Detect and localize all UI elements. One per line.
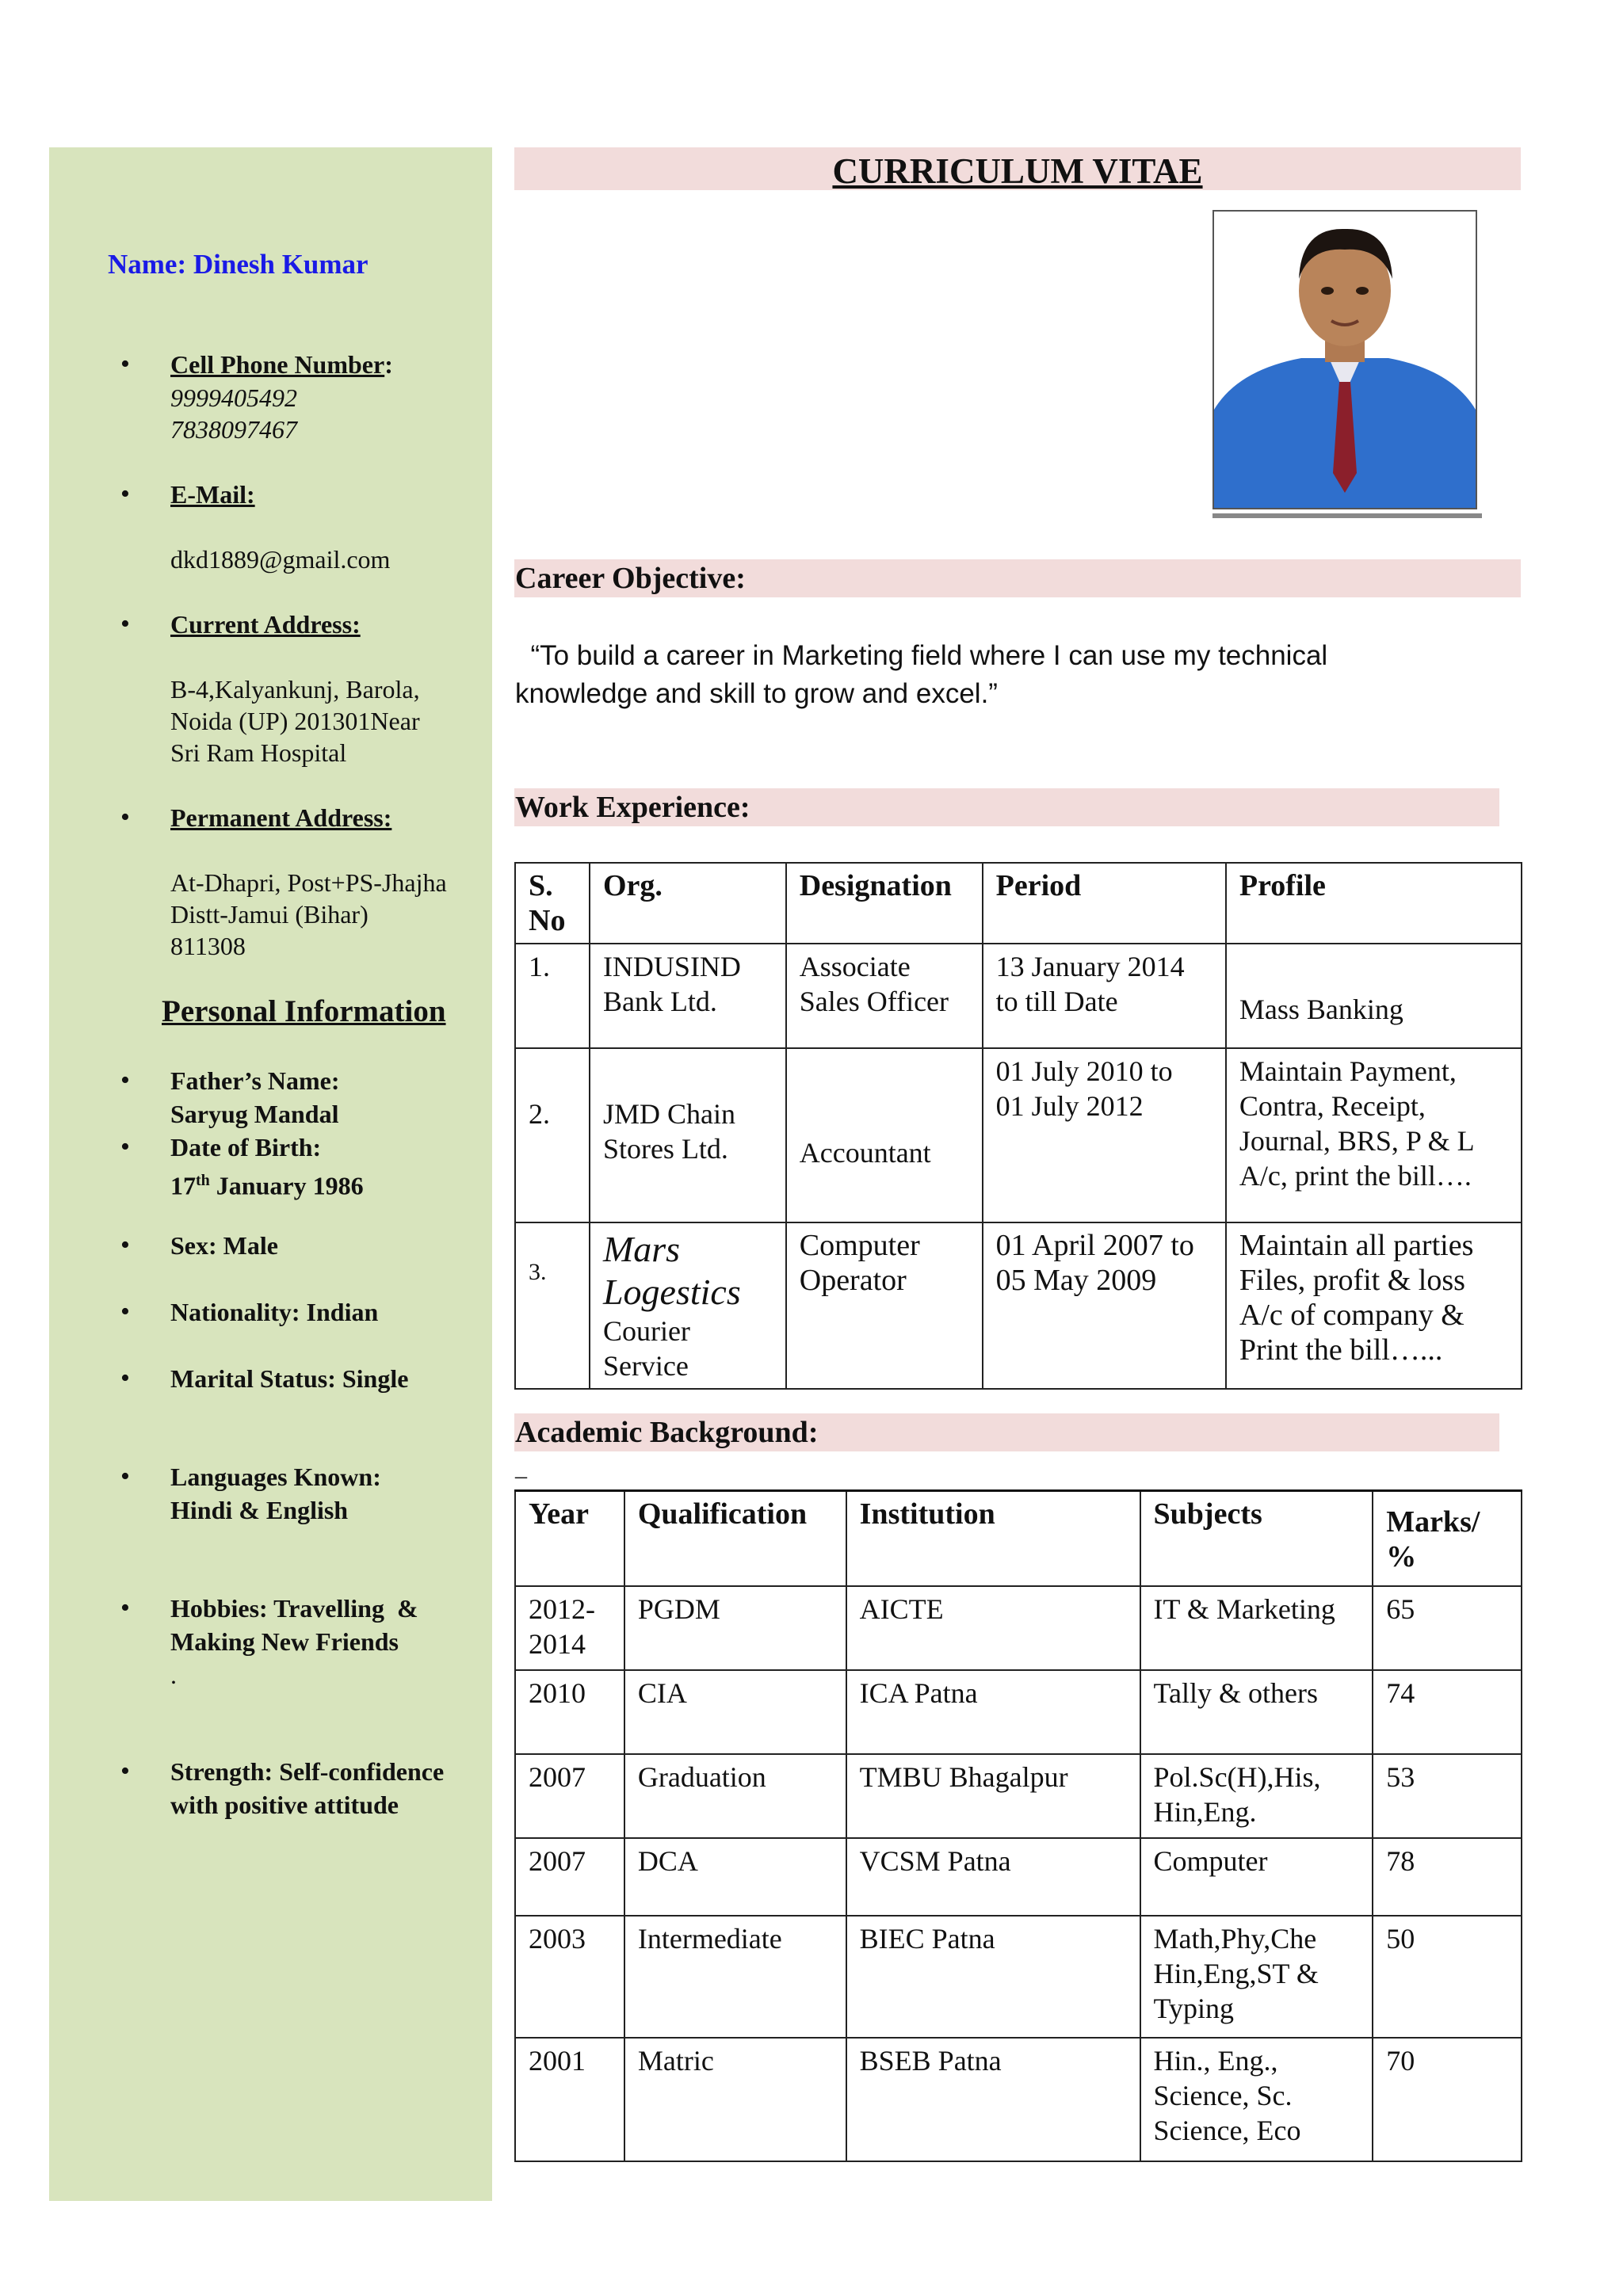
personal-information-heading: Personal Information	[162, 994, 446, 1028]
org-name: Courier Service	[602, 1315, 690, 1382]
bullet-icon: •	[120, 1132, 130, 1161]
phone-number-1: 9999405492	[170, 383, 297, 412]
father-name-label: Father’s Name:	[170, 1066, 340, 1095]
hobbies-line: Making New Friends	[170, 1627, 399, 1656]
dob-month-year: January 1986	[209, 1171, 364, 1200]
hobbies-line: Hobbies: Travelling &	[170, 1594, 418, 1623]
nationality: Nationality: Indian	[170, 1298, 379, 1326]
academic-background-heading: Academic Background:	[515, 1416, 819, 1449]
permanent-address-line: 811308	[170, 932, 246, 960]
cell-qualification: Graduation	[624, 1754, 846, 1838]
cell-institution: VCSM Patna	[846, 1838, 1140, 1916]
cell-institution: BIEC Patna	[846, 1916, 1140, 2038]
objective-line: knowledge and skill to grow and excel.”	[515, 678, 998, 709]
cell-subjects: IT & Marketing	[1140, 1586, 1373, 1670]
bullet-icon: •	[120, 479, 130, 509]
strength-line: with positive attitude	[170, 1791, 399, 1819]
org-name-italic: Mars Logestics	[602, 1229, 741, 1312]
cell-year: 2010	[515, 1670, 624, 1754]
cell-marks: 70	[1373, 2038, 1522, 2161]
hobbies-dot: .	[170, 1661, 177, 1689]
cell-institution: ICA Patna	[846, 1670, 1140, 1754]
cell-designation: Computer Operator	[786, 1222, 983, 1389]
cell-year: 2001	[515, 2038, 624, 2161]
dob-suffix: th	[196, 1172, 210, 1189]
work-experience-table	[514, 862, 1522, 1390]
current-address-line: B-4,Kalyankunj, Barola,	[170, 675, 420, 704]
bullet-icon: •	[120, 803, 130, 832]
bullet-icon: •	[120, 349, 130, 379]
cell-marks: 65	[1373, 1586, 1522, 1670]
permanent-address-label: Permanent Address:	[170, 803, 392, 832]
cell-sno: 3.	[515, 1222, 590, 1389]
permanent-address-line: At-Dhapri, Post+PS-Jhajha	[170, 868, 447, 897]
column-header: Designation	[786, 863, 983, 944]
column-header: Period	[983, 863, 1226, 944]
cell-sno: 2.	[515, 1048, 590, 1222]
document-title	[514, 147, 1521, 190]
cell-phone-label: Cell Phone Number	[170, 350, 385, 379]
cell-marks: 53	[1373, 1754, 1522, 1838]
cell-institution: BSEB Patna	[846, 2038, 1140, 2161]
current-address-label: Current Address:	[170, 610, 361, 639]
bullet-icon: •	[120, 1462, 130, 1491]
photo-underline	[1212, 513, 1482, 518]
languages-label: Languages Known:	[170, 1463, 381, 1491]
cell-period: 01 April 2007 to 05 May 2009	[983, 1222, 1226, 1389]
current-address-line: Noida (UP) 201301Near	[170, 707, 420, 735]
cell-marks: 74	[1373, 1670, 1522, 1754]
column-header: Qualification	[624, 1491, 846, 1586]
cell-year: 2007	[515, 1754, 624, 1838]
document-title-text: CURRICULUM VITAE	[832, 151, 1203, 191]
cell-subjects: Tally & others	[1140, 1670, 1373, 1754]
table-row	[515, 1916, 1522, 2038]
cell-sno: 1.	[515, 944, 590, 1048]
cell-designation: Accountant	[786, 1048, 983, 1222]
cell-period: 13 January 2014 to till Date	[983, 944, 1226, 1048]
cell-org	[590, 1222, 786, 1389]
languages-value: Hindi & English	[170, 1496, 349, 1524]
column-header: S. No	[515, 863, 590, 944]
cell-marks: 50	[1373, 1916, 1522, 2038]
cell-subjects: Hin., Eng., Science, Sc. Science, Eco	[1140, 2038, 1373, 2161]
marital-status: Marital Status: Single	[170, 1364, 409, 1393]
column-header: Marks/ %	[1373, 1491, 1522, 1586]
cell-subjects: Pol.Sc(H),His, Hin,Eng.	[1140, 1754, 1373, 1838]
strength-line: Strength: Self-confidence	[170, 1757, 445, 1786]
column-header: Year	[515, 1491, 624, 1586]
bullet-icon: •	[120, 1066, 130, 1095]
table-row	[515, 1838, 1522, 1916]
dob-day: 17	[170, 1171, 196, 1200]
cell-phone-label-row	[170, 349, 393, 380]
cell-qualification: PGDM	[624, 1586, 846, 1670]
career-objective-text	[515, 637, 1514, 713]
colon: :	[384, 350, 393, 379]
table-row	[515, 1754, 1522, 1838]
cell-org: INDUSIND Bank Ltd.	[590, 944, 786, 1048]
work-experience-heading: Work Experience:	[515, 791, 750, 824]
cell-institution: TMBU Bhagalpur	[846, 1754, 1140, 1838]
email-label: E-Mail:	[170, 480, 255, 509]
column-header: Org.	[590, 863, 786, 944]
bullet-icon: •	[120, 1230, 130, 1260]
profile-photo	[1212, 210, 1477, 509]
bullet-icon: •	[120, 1593, 130, 1623]
phone-number-2: 7838097467	[170, 415, 297, 444]
table-row	[515, 1586, 1522, 1670]
cell-institution: AICTE	[846, 1586, 1140, 1670]
bullet-icon: •	[120, 1756, 130, 1786]
dob-label: Date of Birth:	[170, 1133, 322, 1161]
academic-underscore-mark: _	[515, 1455, 527, 1481]
cell-qualification: Intermediate	[624, 1916, 846, 2038]
column-header: Profile	[1226, 863, 1522, 944]
cell-profile: Maintain Payment, Contra, Receipt, Journal, BRS, P & L A/c, print the bill….	[1226, 1048, 1522, 1222]
table-row	[515, 944, 1522, 1048]
academic-table	[514, 1489, 1522, 2162]
candidate-name: Name: Dinesh Kumar	[108, 249, 369, 280]
cell-qualification: CIA	[624, 1670, 846, 1754]
column-header: Institution	[846, 1491, 1140, 1586]
column-header: Subjects	[1140, 1491, 1373, 1586]
table-row	[515, 1048, 1522, 1222]
cell-marks: 78	[1373, 1838, 1522, 1916]
email-value: dkd1889@gmail.com	[170, 545, 391, 574]
cell-qualification: DCA	[624, 1838, 846, 1916]
cell-year: 2007	[515, 1838, 624, 1916]
table-row	[515, 1670, 1522, 1754]
dob-value	[170, 1165, 364, 1202]
cell-designation: Associate Sales Officer	[786, 944, 983, 1048]
cell-subjects: Math,Phy,Che Hin,Eng,ST & Typing	[1140, 1916, 1373, 2038]
cell-profile: Mass Banking	[1226, 944, 1522, 1048]
father-name-value: Saryug Mandal	[170, 1100, 339, 1128]
cell-subjects: Computer	[1140, 1838, 1373, 1916]
bullet-icon: •	[120, 1363, 130, 1393]
person-photo-icon	[1214, 212, 1476, 508]
cell-year: 2003	[515, 1916, 624, 2038]
table-header-row	[515, 1491, 1522, 1586]
cell-qualification: Matric	[624, 2038, 846, 2161]
objective-line: “To build a career in Marketing field where I can use my technical	[515, 640, 1328, 671]
cell-profile: Maintain all parties Files, profit & loss A/c of company & Print the bill…...	[1226, 1222, 1522, 1389]
table-header-row	[515, 863, 1522, 944]
bullet-icon: •	[120, 609, 130, 639]
sex: Sex: Male	[170, 1231, 278, 1260]
table-row	[515, 1222, 1522, 1389]
cell-year: 2012-2014	[515, 1586, 624, 1670]
cell-org: JMD Chain Stores Ltd.	[590, 1048, 786, 1222]
career-objective-heading: Career Objective:	[515, 562, 746, 595]
current-address-line: Sri Ram Hospital	[170, 738, 347, 767]
permanent-address-line: Distt-Jamui (Bihar)	[170, 900, 369, 929]
cell-period: 01 July 2010 to 01 July 2012	[983, 1048, 1226, 1222]
bullet-icon: •	[120, 1297, 130, 1326]
table-row	[515, 2038, 1522, 2161]
